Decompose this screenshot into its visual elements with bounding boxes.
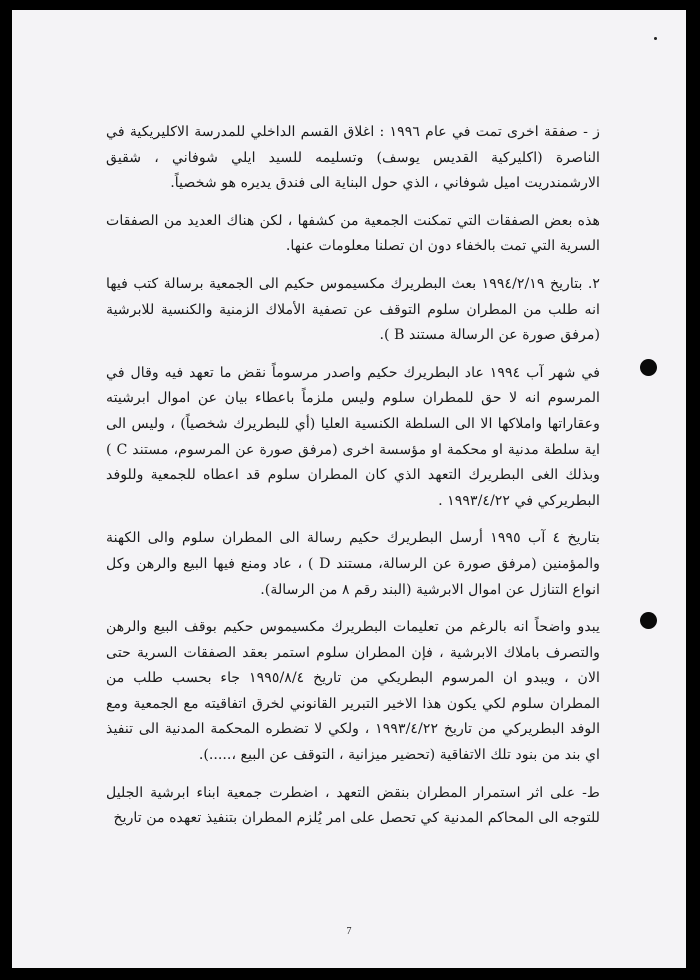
paragraph-summary: هذه بعض الصفقات التي تمكنت الجمعية من كشفها ، لكن هناك العديد من الصفقات السرية التي تمت بالخفاء دون ان تصلنا معلومات عنها. xyxy=(106,212,600,255)
punch-hole xyxy=(640,359,657,376)
punch-hole xyxy=(640,612,657,629)
paragraph-zayn: ز - صفقة اخرى تمت في عام ١٩٩٦ : اغلاق القسم الداخلي للمدرسة الاكليريكية في الناصرة (اكليركية القديس يوسف) وتسليمه للسيد ايلي شوفاني ، شقيق الارشمندريت اميل شوفاني ، الذي حول البناية الى فندق يديره هو شخصياً. xyxy=(106,124,600,192)
paragraph-analysis: يبدو واضحاً انه بالرغم من تعليمات البطريرك مكسيموس حكيم بوقف البيع والرهن والتصرف باملاك الابرشية ، فإن المطران سلوم استمر بعقد الصفقات السرية حتى الان ، ويبدو ان المرسوم البطريكي من تاريخ ١٩٩٥/٨/٤ جاء بحسب طلب من المطران سلوم لكي يكون هذا الاخير التبرير القانوني لخرق اتفاقيته مع الجمعية ومع الوفد البطريركي من تاريخ ١٩٩٣/٤/٢٢ ، ولكي لا تضطره المحكمة المدنية الى تنفيذ اي بند من بنود تلك الاتفاقية (تحضير ميزانية ، التوقف عن البيع ،.....). xyxy=(106,619,601,764)
paragraph-tah: ط- على اثر استمرار المطران بنقض التعهد ، اضطرت جمعية ابناء ابرشية الجليل للتوجه الى المحاكم المدنية كي تحصل على امر يُلزم المطران بتنفيذ تعهده من تاريخ xyxy=(106,784,600,827)
paragraph-august-1995: بتاريخ ٤ آب ١٩٩٥ أرسل البطريرك حكيم رسالة الى المطران سلوم والى الكهنة والمؤمنين (مرفق صورة عن الرسالة، مستند D ) ، عاد ومنع فيها البيع والرهن وكل انواع التنازل عن اموال الابرشية (البند رقم ٨ من الرسالة). xyxy=(106,530,600,598)
page-number: 7 xyxy=(346,926,352,937)
document-page xyxy=(12,10,686,968)
paragraph-item-2: ٢. بتاريخ ١٩٩٤/٢/١٩ بعث البطريرك مكسيموس حكيم الى الجمعية برسالة كتب فيها انه طلب من المطران سلوم التوقف عن تصفية الأملاك الزمنية والكنسية للابرشية (مرفق صورة عن الرسالة مستند B ). xyxy=(106,275,600,344)
paragraph-august-1994: في شهر آب ١٩٩٤ عاد البطريرك حكيم واصدر مرسوماً نقض ما تعهد فيه وقال في المرسوم انه لا حق للمطران سلوم وليس ملزماً باعطاء بيان عن اموال ابرشيته وعقاراتها واملاكها الا الى السلطة الكنسية العليا (أي للبطريرك شخصياً) ، وليس الى اية سلطة مدنية او محكمة او مؤسسة اخرى (مرفق صورة عن المرسوم، مستند C ) وبذلك الغى البطريرك التعهد الذي كان المطران سلوم قد اعطاه للجمعية وللوفد البطريركي في ١٩٩٣/٤/٢٢ . xyxy=(106,364,600,509)
speck-mark xyxy=(654,37,657,40)
document-body xyxy=(106,120,600,841)
